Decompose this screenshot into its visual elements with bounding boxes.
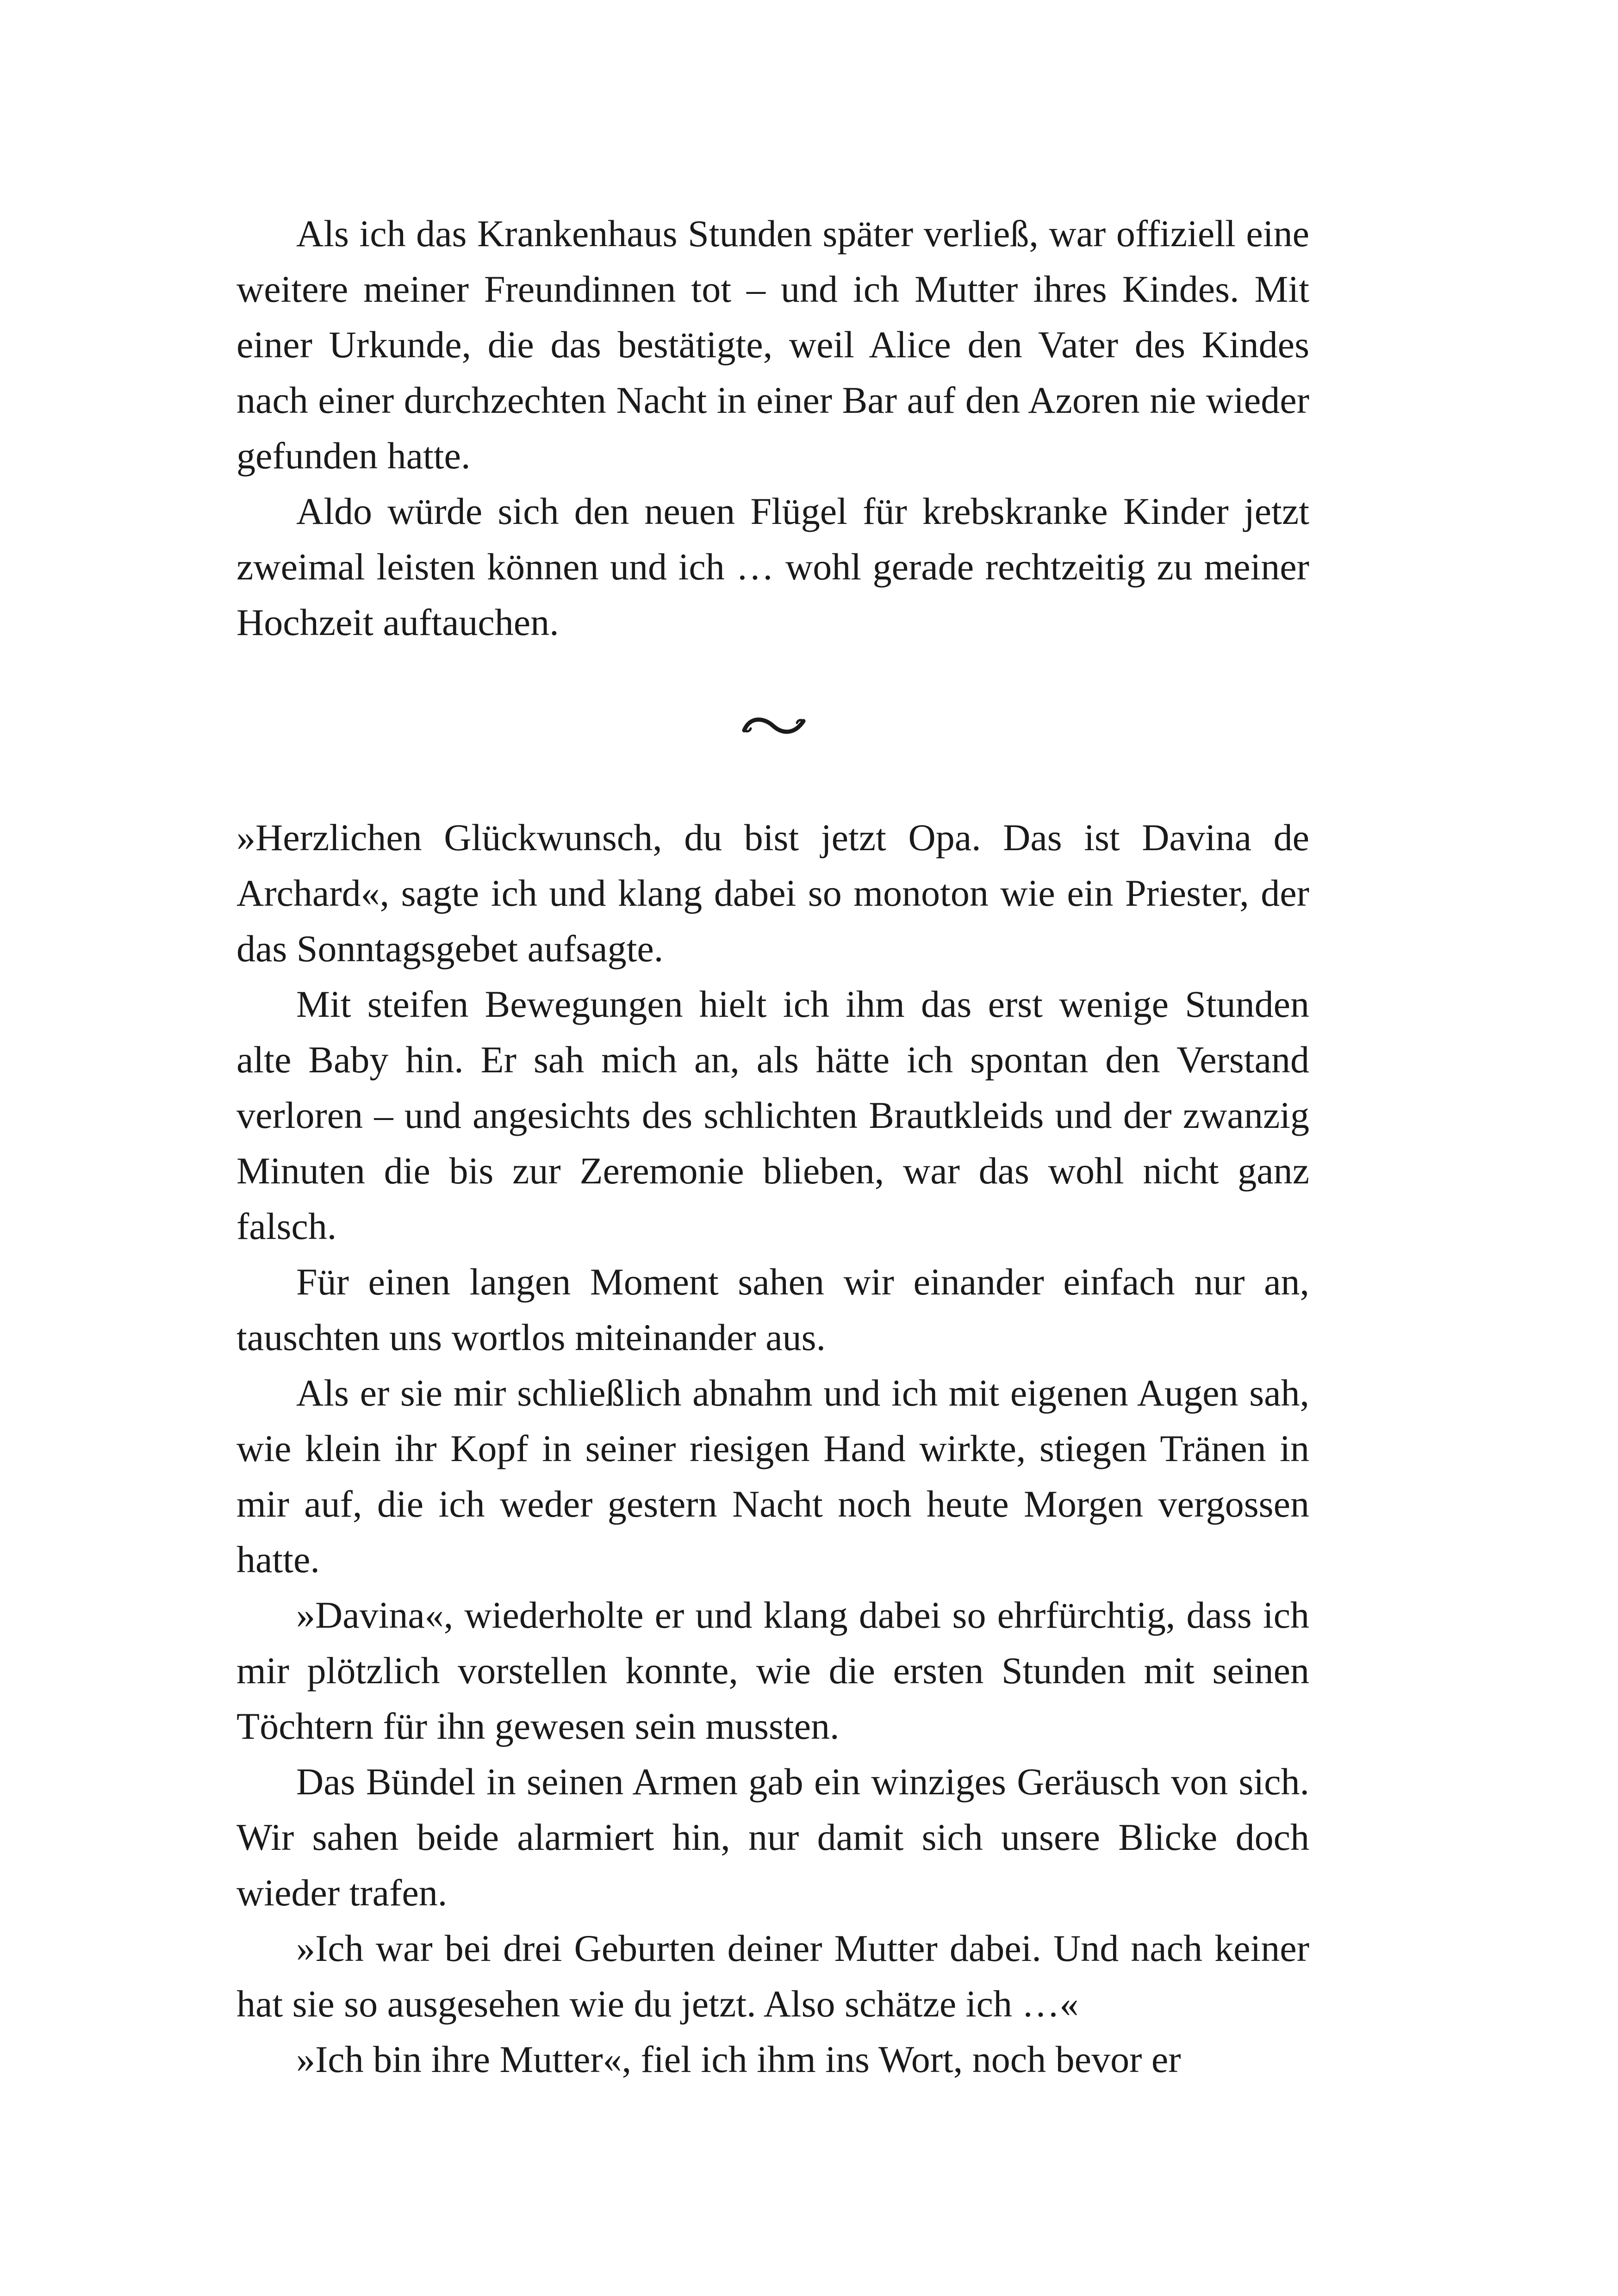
paragraph: Als ich das Krankenhaus Stunden später verließ, war offiziell eine weitere meiner Freundinnen tot – und ich Mutter ihres Kindes. Mit einer Urkunde, die das bestätigte, weil Alice den Vater des Kindes nach einer durchzechten Nacht in einer Bar auf den Azoren nie wieder gefunden hatte.	[236, 212, 1309, 477]
paragraph: Als er sie mir schließlich abnahm und ich mit eigenen Augen sah, wie klein ihr Kopf in seiner riesigen Hand wirkte, stiegen Tränen in mir auf, die ich weder gestern Nacht noch heute Morgen vergossen hatte.	[236, 1372, 1309, 1580]
swash-tilde-ornament-icon	[740, 713, 809, 740]
paragraph: Für einen langen Moment sahen wir einander einfach nur an, tauschten uns wortlos miteinander aus.	[236, 1261, 1309, 1358]
paragraph: »Ich bin ihre Mutter«, fiel ich ihm ins Wort, noch bevor er	[296, 2038, 1181, 2080]
paragraph: Das Bündel in seinen Armen gab ein winziges Geräusch von sich. Wir sahen beide alarmiert hin, nur damit sich unsere Blicke doch wieder trafen.	[236, 1761, 1309, 1914]
text-section-2	[236, 810, 1309, 2087]
paragraph: »Ich war bei drei Geburten deiner Mutter dabei. Und nach keiner hat sie so ausgesehen wie du jetzt. Also schätze ich …«	[236, 1927, 1309, 2025]
paragraph: Aldo würde sich den neuen Flügel für krebskranke Kinder jetzt zweimal leisten können und ich … wohl gerade rechtzeitig zu meiner Hochzeit auftauchen.	[236, 490, 1309, 643]
text-section-1	[236, 206, 1309, 650]
paragraph: »Herzlichen Glückwunsch, du bist jetzt Opa. Das ist Davina de Archard«, sagte ich und klang dabei so monoton wie ein Priester, der das Sonntagsgebet aufsagte.	[236, 816, 1309, 970]
paragraph: Mit steifen Bewegungen hielt ich ihm das erst wenige Stunden alte Baby hin. Er sah mich an, als hätte ich spontan den Verstand verloren – und angesichts des schlichten Brautkleids und der zwanzig Minuten die bis zur Zeremonie blieben, war das wohl nicht ganz falsch.	[236, 983, 1309, 1247]
paragraph: »Davina«, wiederholte er und klang dabei so ehrfürchtig, dass ich mir plötzlich vorstellen konnte, wie die ersten Stunden mit seinen Töchtern für ihn gewesen sein mussten.	[236, 1594, 1309, 1747]
